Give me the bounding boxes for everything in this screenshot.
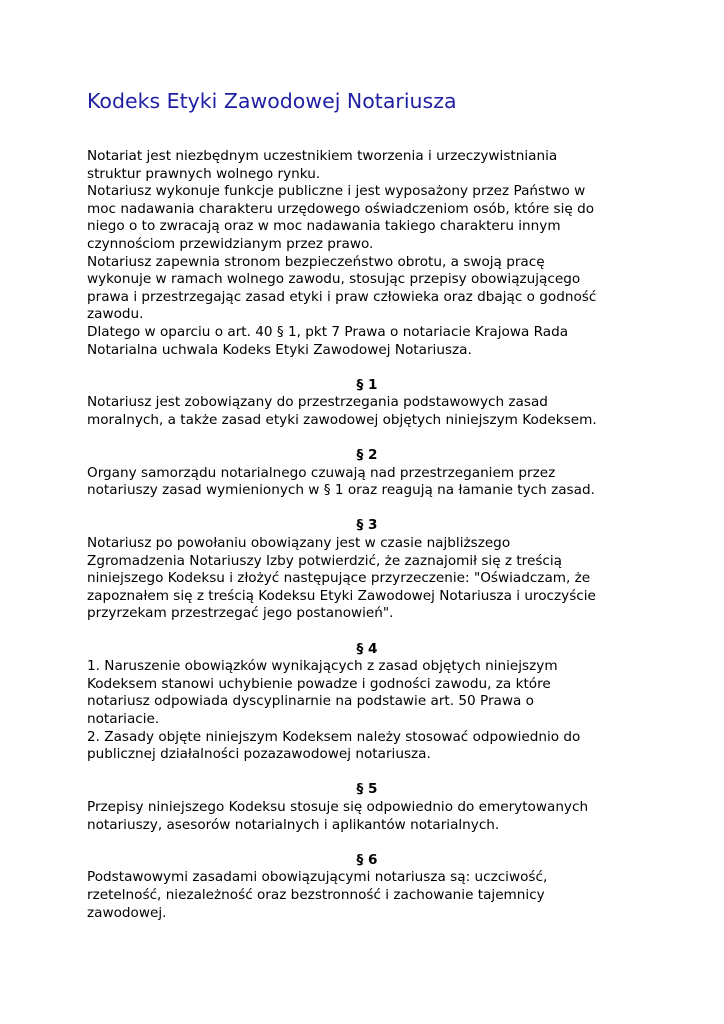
preamble-line: wykonuje w ramach wolnego zawodu, stosując przepisy obowiązującego bbox=[87, 271, 581, 288]
section-line: Organy samorządu notarialnego czuwają nad przestrzeganiem przez bbox=[87, 464, 556, 481]
section-line: Kodeksem stanowi uchybienie powadze i godności zawodu, za które bbox=[87, 675, 551, 692]
document-body bbox=[87, 148, 647, 922]
section-3 bbox=[87, 517, 647, 623]
preamble-line: zawodu. bbox=[87, 306, 144, 323]
preamble-line: niego o to zwracają oraz w moc nadawania takiego charakteru innym bbox=[87, 218, 561, 235]
section-line: Notariusz po powołaniu obowiązany jest w czasie najbliższego bbox=[87, 535, 511, 552]
preamble bbox=[87, 148, 647, 359]
section-heading: § 1 bbox=[356, 376, 378, 393]
preamble-line: moc nadawania charakteru urzędowego oświadczeniom osób, które się do bbox=[87, 200, 595, 217]
preamble-line: Notariat jest niezbędnym uczestnikiem tworzenia i urzeczywistniania bbox=[87, 148, 558, 164]
section-heading: § 5 bbox=[356, 781, 378, 798]
section-line: Przepisy niniejszego Kodeksu stosuje się odpowiednio do emerytowanych bbox=[87, 798, 589, 815]
section-heading: § 4 bbox=[356, 640, 378, 657]
section-heading: § 2 bbox=[356, 447, 378, 464]
section-line: Notariusz jest zobowiązany do przestrzegania podstawowych zasad bbox=[87, 394, 548, 411]
section-line: niniejszego Kodeksu i złożyć następujące przyrzeczenie: "Oświadczam, że bbox=[87, 570, 591, 587]
preamble-line: Notariusz wykonuje funkcje publiczne i jest wyposażony przez Państwo w bbox=[87, 183, 586, 200]
section-line: rzetelność, niezależność oraz bezstronność i zachowanie tajemnicy bbox=[87, 886, 545, 903]
section-1 bbox=[87, 377, 647, 430]
section-heading: § 3 bbox=[356, 517, 378, 534]
section-line: zawodowej. bbox=[87, 904, 167, 921]
preamble-line: Notarialna uchwala Kodeks Etyki Zawodowej Notariusza. bbox=[87, 341, 472, 358]
section-5 bbox=[87, 781, 647, 834]
preamble-line: prawa i przestrzegając zasad etyki i praw człowieka oraz dbając o godność bbox=[87, 288, 597, 305]
section-line: Zgromadzenia Notariuszy Izby potwierdzić, że zaznajomił się z treścią bbox=[87, 552, 562, 569]
section-line: przyrzekam przestrzegać jego postanowień". bbox=[87, 605, 394, 622]
document-title: Kodeks Etyki Zawodowej Notariusza bbox=[87, 89, 457, 113]
section-line: notariacie. bbox=[87, 711, 160, 727]
preamble-line: Dlatego w oparciu o art. 40 § 1, pkt 7 Prawa o notariacie Krajowa Rada bbox=[87, 323, 569, 340]
section-line: 1. Naruszenie obowiązków wynikających z zasad objętych niniejszym bbox=[87, 658, 558, 675]
section-4 bbox=[87, 641, 647, 764]
preamble-line: Notariusz zapewnia stronom bezpieczeństwo obrotu, a swoją pracę bbox=[87, 253, 545, 270]
section-line: zapoznałem się z treścią Kodeksu Etyki Zawodowej Notariusza i uroczyście bbox=[87, 587, 596, 604]
section-line: 2. Zasady objęte niniejszym Kodeksem należy stosować odpowiednio do bbox=[87, 728, 581, 745]
section-line: notariuszy zasad wymienionych w § 1 oraz reagują na łamanie tych zasad. bbox=[87, 482, 595, 499]
section-heading: § 6 bbox=[356, 851, 378, 868]
section-line: publicznej działalności pozazawodowej notariusza. bbox=[87, 746, 431, 763]
section-6 bbox=[87, 852, 647, 922]
preamble-line: struktur prawnych wolnego rynku. bbox=[87, 165, 321, 182]
preamble-line: czynnościom przewidzianym przez prawo. bbox=[87, 235, 374, 252]
section-line: notariuszy, asesorów notarialnych i aplikantów notarialnych. bbox=[87, 816, 500, 833]
section-2 bbox=[87, 447, 647, 500]
section-line: Podstawowymi zasadami obowiązującymi notariusza są: uczciwość, bbox=[87, 869, 548, 886]
section-line: moralnych, a także zasad etyki zawodowej objętych niniejszym Kodeksem. bbox=[87, 411, 597, 428]
section-line: notariusz odpowiada dyscyplinarnie na podstawie art. 50 Prawa o bbox=[87, 693, 534, 710]
